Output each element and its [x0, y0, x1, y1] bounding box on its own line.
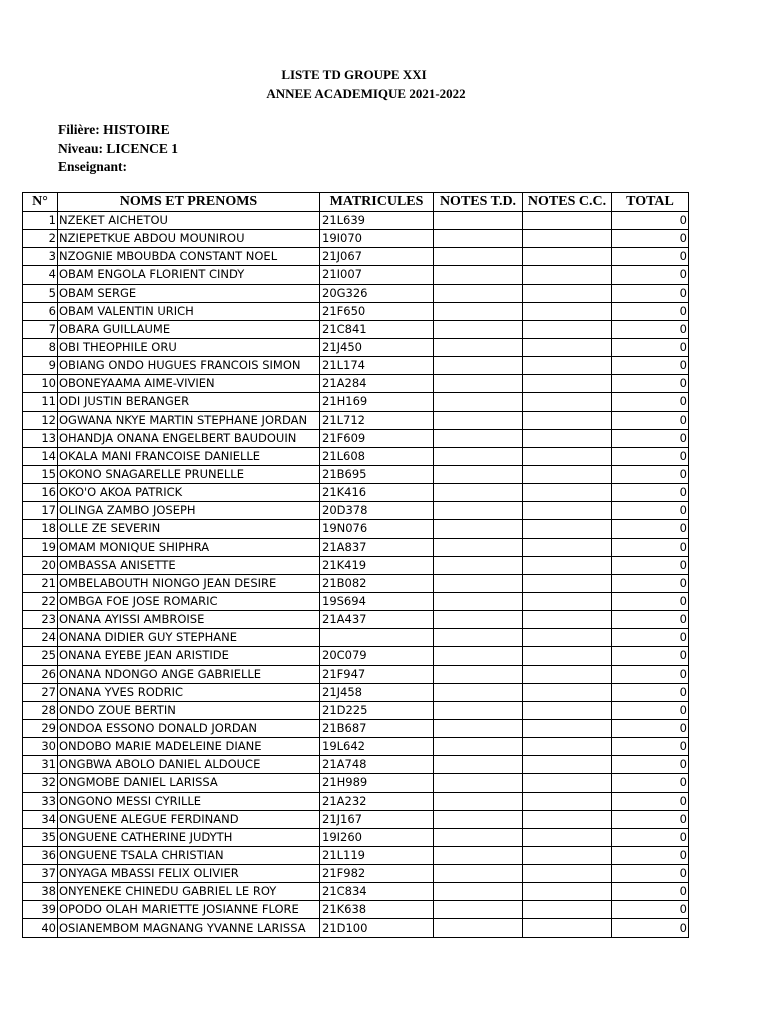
note-cc-cell	[523, 846, 612, 864]
table-row	[23, 774, 689, 792]
note-cc-cell	[523, 919, 612, 937]
note-cc-cell	[523, 629, 612, 647]
total-cell: 0	[612, 556, 689, 574]
matricule	[320, 629, 434, 647]
table-row	[23, 592, 689, 610]
student-name: ONGMOBE DANIEL LARISSA	[58, 774, 320, 792]
student-name: ONDOBO MARIE MADELEINE DIANE	[58, 738, 320, 756]
note-cc-cell	[523, 756, 612, 774]
row-number: 11	[23, 393, 58, 411]
total-cell: 0	[612, 338, 689, 356]
matricule: 21C841	[320, 320, 434, 338]
note-cc-cell	[523, 429, 612, 447]
row-number: 16	[23, 484, 58, 502]
student-name: OMBELABOUTH NIONGO JEAN DESIRE	[58, 574, 320, 592]
total-cell: 0	[612, 429, 689, 447]
student-name: ONANA AYISSI AMBROISE	[58, 611, 320, 629]
student-name: OKONO SNAGARELLE PRUNELLE	[58, 465, 320, 483]
matricule: 21J167	[320, 810, 434, 828]
matricule: 21B695	[320, 465, 434, 483]
table-row	[23, 738, 689, 756]
student-name: OBAM VALENTIN URICH	[58, 302, 320, 320]
total-cell: 0	[612, 665, 689, 683]
matricule: 21L119	[320, 846, 434, 864]
row-number: 13	[23, 429, 58, 447]
row-number: 1	[23, 212, 58, 230]
note-cc-cell	[523, 375, 612, 393]
note-cc-cell	[523, 465, 612, 483]
note-td-cell	[434, 901, 523, 919]
matricule: 21H169	[320, 393, 434, 411]
student-name: ONYENEKE CHINEDU GABRIEL LE ROY	[58, 883, 320, 901]
student-name: ONANA YVES RODRIC	[58, 683, 320, 701]
table-row	[23, 502, 689, 520]
student-table	[22, 192, 689, 938]
student-name: OSIANEMBOM MAGNANG YVANNE LARISSA	[58, 919, 320, 937]
note-td-cell	[434, 611, 523, 629]
row-number: 32	[23, 774, 58, 792]
total-cell: 0	[612, 719, 689, 737]
note-td-cell	[434, 665, 523, 683]
course-info	[58, 121, 178, 177]
row-number: 2	[23, 230, 58, 248]
student-name: OBI THEOPHILE ORU	[58, 338, 320, 356]
niveau-label: Niveau: LICENCE 1	[58, 140, 179, 156]
table-row	[23, 865, 689, 883]
total-cell: 0	[612, 502, 689, 520]
student-name: OHANDJA ONANA ENGELBERT BAUDOUIN	[58, 429, 320, 447]
total-cell: 0	[612, 774, 689, 792]
note-td-cell	[434, 338, 523, 356]
note-cc-cell	[523, 230, 612, 248]
note-cc-cell	[523, 792, 612, 810]
student-name: OKO'O AKOA PATRICK	[58, 484, 320, 502]
student-name: ONYAGA MBASSI FELIX OLIVIER	[58, 865, 320, 883]
matricule: 19I260	[320, 828, 434, 846]
table-row	[23, 465, 689, 483]
total-cell: 0	[612, 792, 689, 810]
matricule: 21F650	[320, 302, 434, 320]
note-cc-cell	[523, 447, 612, 465]
note-cc-cell	[523, 901, 612, 919]
matricule: 21D100	[320, 919, 434, 937]
total-cell: 0	[612, 520, 689, 538]
note-cc-cell	[523, 883, 612, 901]
row-number: 10	[23, 375, 58, 393]
matricule: 21L174	[320, 357, 434, 375]
note-td-cell	[434, 320, 523, 338]
total-cell: 0	[612, 357, 689, 375]
matricule: 19N076	[320, 520, 434, 538]
total-cell: 0	[612, 248, 689, 266]
table-row	[23, 683, 689, 701]
row-number: 25	[23, 647, 58, 665]
total-cell: 0	[612, 484, 689, 502]
student-name: ONANA EYEBE JEAN ARISTIDE	[58, 647, 320, 665]
total-cell: 0	[612, 738, 689, 756]
row-number: 33	[23, 792, 58, 810]
table-row	[23, 520, 689, 538]
table-row	[23, 828, 689, 846]
student-name: ODI JUSTIN BERANGER	[58, 393, 320, 411]
note-cc-cell	[523, 248, 612, 266]
note-cc-cell	[523, 683, 612, 701]
note-td-cell	[434, 248, 523, 266]
note-td-cell	[434, 810, 523, 828]
document-title: LISTE TD GROUPE XXI	[281, 67, 427, 82]
matricule: 21C834	[320, 883, 434, 901]
note-cc-cell	[523, 411, 612, 429]
matricule: 20G326	[320, 284, 434, 302]
total-cell: 0	[612, 212, 689, 230]
student-name: NZIEPETKUE ABDOU MOUNIROU	[58, 230, 320, 248]
table-row	[23, 846, 689, 864]
matricule: 21K638	[320, 901, 434, 919]
row-number: 39	[23, 901, 58, 919]
note-td-cell	[434, 230, 523, 248]
matricule: 21I007	[320, 266, 434, 284]
row-number: 37	[23, 865, 58, 883]
row-number: 3	[23, 248, 58, 266]
matricule: 21J458	[320, 683, 434, 701]
matricule: 21F982	[320, 865, 434, 883]
row-number: 12	[23, 411, 58, 429]
note-cc-cell	[523, 738, 612, 756]
student-name: OLINGA ZAMBO JOSEPH	[58, 502, 320, 520]
note-td-cell	[434, 520, 523, 538]
note-cc-cell	[523, 828, 612, 846]
col-notes-td: NOTES T.D.	[434, 193, 523, 212]
note-td-cell	[434, 629, 523, 647]
student-name: OBONEYAAMA AIME-VIVIEN	[58, 375, 320, 393]
note-cc-cell	[523, 338, 612, 356]
student-name: OGWANA NKYE MARTIN STEPHANE JORDAN	[58, 411, 320, 429]
row-number: 7	[23, 320, 58, 338]
total-cell: 0	[612, 901, 689, 919]
note-td-cell	[434, 883, 523, 901]
note-cc-cell	[523, 774, 612, 792]
row-number: 9	[23, 357, 58, 375]
total-cell: 0	[612, 465, 689, 483]
matricule: 19S694	[320, 592, 434, 610]
note-td-cell	[434, 738, 523, 756]
matricule: 21F947	[320, 665, 434, 683]
total-cell: 0	[612, 865, 689, 883]
table-row	[23, 411, 689, 429]
note-td-cell	[434, 284, 523, 302]
total-cell: 0	[612, 411, 689, 429]
note-td-cell	[434, 701, 523, 719]
note-cc-cell	[523, 538, 612, 556]
total-cell: 0	[612, 538, 689, 556]
student-name: OLLE ZE SEVERIN	[58, 520, 320, 538]
row-number: 34	[23, 810, 58, 828]
total-cell: 0	[612, 756, 689, 774]
student-name: ONGUENE ALEGUE FERDINAND	[58, 810, 320, 828]
matricule: 21A748	[320, 756, 434, 774]
row-number: 40	[23, 919, 58, 937]
matricule: 21A284	[320, 375, 434, 393]
row-number: 36	[23, 846, 58, 864]
total-cell: 0	[612, 683, 689, 701]
total-cell: 0	[612, 320, 689, 338]
table-row	[23, 484, 689, 502]
note-td-cell	[434, 357, 523, 375]
row-number: 17	[23, 502, 58, 520]
student-name: OBAM SERGE	[58, 284, 320, 302]
enseignant-label: Enseignant:	[58, 159, 128, 174]
matricule: 21K416	[320, 484, 434, 502]
row-number: 38	[23, 883, 58, 901]
note-td-cell	[434, 846, 523, 864]
total-cell: 0	[612, 629, 689, 647]
note-td-cell	[434, 865, 523, 883]
note-td-cell	[434, 484, 523, 502]
table-row	[23, 647, 689, 665]
note-td-cell	[434, 266, 523, 284]
note-td-cell	[434, 538, 523, 556]
student-name: ONANA NDONGO ANGE GABRIELLE	[58, 665, 320, 683]
note-cc-cell	[523, 665, 612, 683]
note-td-cell	[434, 592, 523, 610]
note-td-cell	[434, 792, 523, 810]
row-number: 21	[23, 574, 58, 592]
matricule: 21A437	[320, 611, 434, 629]
table-row	[23, 810, 689, 828]
note-td-cell	[434, 411, 523, 429]
row-number: 24	[23, 629, 58, 647]
note-td-cell	[434, 393, 523, 411]
total-cell: 0	[612, 611, 689, 629]
student-name: OKALA MANI FRANCOISE DANIELLE	[58, 447, 320, 465]
table-row	[23, 883, 689, 901]
matricule: 21B687	[320, 719, 434, 737]
total-cell: 0	[612, 266, 689, 284]
col-total: TOTAL	[612, 193, 689, 212]
row-number: 6	[23, 302, 58, 320]
row-number: 19	[23, 538, 58, 556]
matricule: 21J450	[320, 338, 434, 356]
filiere-label: Filière: HISTOIRE	[58, 122, 170, 137]
table-row	[23, 665, 689, 683]
note-cc-cell	[523, 574, 612, 592]
row-number: 27	[23, 683, 58, 701]
table-row	[23, 919, 689, 937]
note-td-cell	[434, 647, 523, 665]
student-name: ONDOA ESSONO DONALD JORDAN	[58, 719, 320, 737]
matricule: 21L639	[320, 212, 434, 230]
note-td-cell	[434, 719, 523, 737]
row-number: 18	[23, 520, 58, 538]
note-cc-cell	[523, 719, 612, 737]
row-number: 30	[23, 738, 58, 756]
note-cc-cell	[523, 320, 612, 338]
note-cc-cell	[523, 701, 612, 719]
matricule: 21F609	[320, 429, 434, 447]
note-cc-cell	[523, 393, 612, 411]
student-name: NZEKET AICHETOU	[58, 212, 320, 230]
table-row	[23, 574, 689, 592]
matricule: 21L608	[320, 447, 434, 465]
matricule: 21D225	[320, 701, 434, 719]
student-name: ONGBWA ABOLO DANIEL ALDOUCE	[58, 756, 320, 774]
note-td-cell	[434, 375, 523, 393]
note-td-cell	[434, 919, 523, 937]
matricule: 19L642	[320, 738, 434, 756]
student-name: OMBASSA ANISETTE	[58, 556, 320, 574]
table-header-row	[23, 193, 689, 212]
table-row	[23, 429, 689, 447]
row-number: 20	[23, 556, 58, 574]
note-cc-cell	[523, 502, 612, 520]
col-notes-cc: NOTES C.C.	[523, 193, 612, 212]
total-cell: 0	[612, 919, 689, 937]
note-td-cell	[434, 556, 523, 574]
note-cc-cell	[523, 357, 612, 375]
note-td-cell	[434, 212, 523, 230]
row-number: 14	[23, 447, 58, 465]
row-number: 4	[23, 266, 58, 284]
total-cell: 0	[612, 447, 689, 465]
row-number: 26	[23, 665, 58, 683]
note-cc-cell	[523, 611, 612, 629]
total-cell: 0	[612, 230, 689, 248]
note-cc-cell	[523, 266, 612, 284]
row-number: 8	[23, 338, 58, 356]
student-name: ONANA DIDIER GUY STEPHANE	[58, 629, 320, 647]
student-name: ONGONO MESSI CYRILLE	[58, 792, 320, 810]
note-cc-cell	[523, 647, 612, 665]
table-row	[23, 393, 689, 411]
student-name: OPODO OLAH MARIETTE JOSIANNE FLORE	[58, 901, 320, 919]
note-cc-cell	[523, 592, 612, 610]
row-number: 22	[23, 592, 58, 610]
table-row	[23, 901, 689, 919]
table-row	[23, 302, 689, 320]
table-row	[23, 556, 689, 574]
row-number: 23	[23, 611, 58, 629]
table-row	[23, 230, 689, 248]
total-cell: 0	[612, 393, 689, 411]
table-row	[23, 248, 689, 266]
student-name: OBARA GUILLAUME	[58, 320, 320, 338]
row-number: 35	[23, 828, 58, 846]
student-name: ONDO ZOUE BERTIN	[58, 701, 320, 719]
table-row	[23, 447, 689, 465]
total-cell: 0	[612, 883, 689, 901]
matricule: 21K419	[320, 556, 434, 574]
total-cell: 0	[612, 810, 689, 828]
student-name: OMBGA FOE JOSE ROMARIC	[58, 592, 320, 610]
col-matricules: MATRICULES	[320, 193, 434, 212]
col-number: N°	[23, 193, 58, 212]
note-td-cell	[434, 574, 523, 592]
table-row	[23, 701, 689, 719]
table-row	[23, 357, 689, 375]
note-td-cell	[434, 465, 523, 483]
academic-year: ANNEE ACADEMIQUE 2021-2022	[266, 86, 466, 101]
row-number: 15	[23, 465, 58, 483]
table-row	[23, 719, 689, 737]
total-cell: 0	[612, 647, 689, 665]
table-row	[23, 212, 689, 230]
student-name: ONGUENE TSALA CHRISTIAN	[58, 846, 320, 864]
total-cell: 0	[612, 284, 689, 302]
col-names: NOMS ET PRENOMS	[58, 193, 320, 212]
matricule: 21A232	[320, 792, 434, 810]
table-row	[23, 792, 689, 810]
table-row	[23, 375, 689, 393]
total-cell: 0	[612, 828, 689, 846]
table-row	[23, 266, 689, 284]
note-cc-cell	[523, 484, 612, 502]
note-td-cell	[434, 429, 523, 447]
row-number: 29	[23, 719, 58, 737]
matricule: 20C079	[320, 647, 434, 665]
table-row	[23, 538, 689, 556]
note-cc-cell	[523, 556, 612, 574]
note-cc-cell	[523, 865, 612, 883]
note-td-cell	[434, 828, 523, 846]
total-cell: 0	[612, 302, 689, 320]
table-row	[23, 629, 689, 647]
note-td-cell	[434, 683, 523, 701]
note-td-cell	[434, 502, 523, 520]
matricule: 21A837	[320, 538, 434, 556]
total-cell: 0	[612, 701, 689, 719]
student-name: OBIANG ONDO HUGUES FRANCOIS SIMON	[58, 357, 320, 375]
row-number: 28	[23, 701, 58, 719]
note-td-cell	[434, 447, 523, 465]
student-name: OBAM ENGOLA FLORIENT CINDY	[58, 266, 320, 284]
student-name: ONGUENE CATHERINE JUDYTH	[58, 828, 320, 846]
table-row	[23, 611, 689, 629]
matricule: 20D378	[320, 502, 434, 520]
table-row	[23, 320, 689, 338]
matricule: 19I070	[320, 230, 434, 248]
total-cell: 0	[612, 592, 689, 610]
matricule: 21B082	[320, 574, 434, 592]
total-cell: 0	[612, 574, 689, 592]
matricule: 21L712	[320, 411, 434, 429]
note-cc-cell	[523, 212, 612, 230]
total-cell: 0	[612, 846, 689, 864]
note-td-cell	[434, 302, 523, 320]
total-cell: 0	[612, 375, 689, 393]
note-cc-cell	[523, 302, 612, 320]
note-td-cell	[434, 756, 523, 774]
table-row	[23, 756, 689, 774]
matricule: 21H989	[320, 774, 434, 792]
note-cc-cell	[523, 810, 612, 828]
note-cc-cell	[523, 284, 612, 302]
matricule: 21J067	[320, 248, 434, 266]
row-number: 31	[23, 756, 58, 774]
table-row	[23, 284, 689, 302]
note-td-cell	[434, 774, 523, 792]
student-name: OMAM MONIQUE SHIPHRA	[58, 538, 320, 556]
student-name: NZOGNIE MBOUBDA CONSTANT NOEL	[58, 248, 320, 266]
note-cc-cell	[523, 520, 612, 538]
table-row	[23, 338, 689, 356]
row-number: 5	[23, 284, 58, 302]
